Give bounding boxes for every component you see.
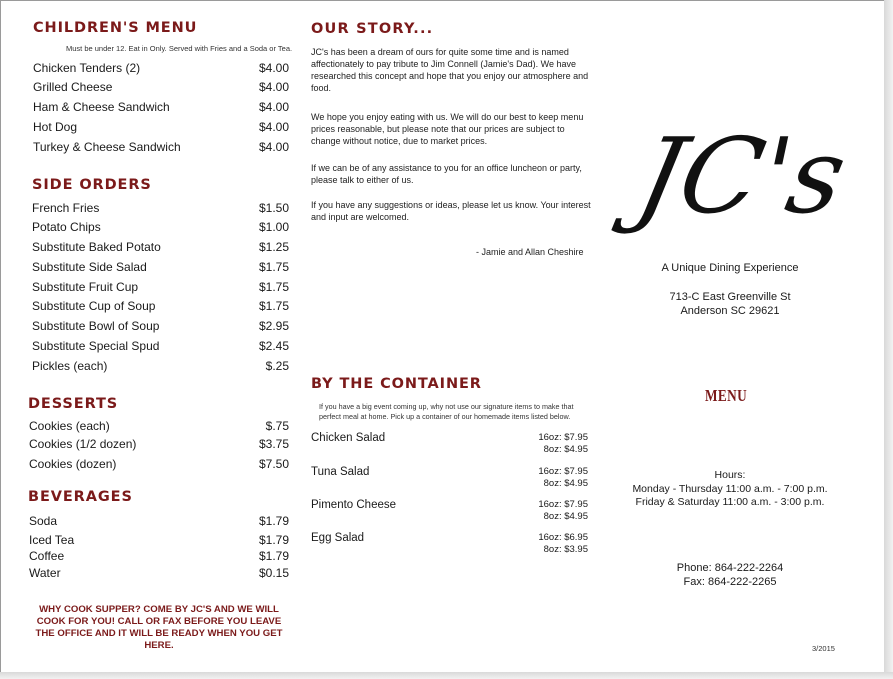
desserts-heading: DESSERTS xyxy=(28,396,119,412)
menu-item: French Fries $1.50 xyxy=(32,201,289,215)
container-item-prices: 16oz: $7.95 8oz: $4.95 xyxy=(538,432,588,455)
menu-item: Pickles (each) $.25 xyxy=(32,359,289,373)
container-item-name: Pimento Cheese xyxy=(311,499,397,511)
container-item xyxy=(311,432,588,462)
beverages-heading: BEVERAGES xyxy=(28,489,133,505)
closing-message: WHY COOK SUPPER? COME BY JC'S AND WE WILL COOK FOR YOU! CALL OR FAX BEFORE YOU LEAVE THE OFFICE AND IT WILL BE READY WHEN YOU GET HERE. xyxy=(35,604,283,651)
svg-text:JC's: JC's xyxy=(627,115,857,237)
container-item-name: Tuna Salad xyxy=(311,466,370,478)
menu-item: Iced Tea $1.79 xyxy=(29,533,289,547)
fax-number: Fax: 864-222-2265 xyxy=(683,576,777,588)
story-paragraph: We hope you enjoy eating with us. We will do our best to keep menu prices reasonable, but please note that our prices are subject to change without notice, due to market prices. xyxy=(311,112,584,146)
story-signature: - Jamie and Allan Cheshire xyxy=(476,247,584,257)
menu-item: Substitute Cup of Soup $1.75 xyxy=(32,299,289,313)
menu-item: Ham & Cheese Sandwich $4.00 xyxy=(33,100,289,114)
childrens-menu-note: Must be under 12. Eat in Only. Served with Fries and a Soda or Tea. xyxy=(66,44,293,53)
story-paragraph: If we can be of any assistance to you for an office luncheon or party, please talk to either of us. xyxy=(311,163,582,185)
menu-item: Cookies (1/2 dozen) $3.75 xyxy=(29,437,289,451)
side-orders-heading: SIDE ORDERS xyxy=(32,177,152,193)
container-item-prices: 16oz: $6.95 8oz: $3.95 xyxy=(538,532,588,555)
hours-label: Hours: xyxy=(714,469,746,481)
menu-item: Substitute Fruit Cup $1.75 xyxy=(32,280,289,294)
menu-item: Turkey & Cheese Sandwich $4.00 xyxy=(33,140,289,154)
story-paragraph: If you have any suggestions or ideas, please let us know. Your interest and input are welcomed. xyxy=(311,200,591,222)
our-story-heading: OUR STORY... xyxy=(311,21,434,37)
menu-item: Potato Chips $1.00 xyxy=(32,220,289,234)
menu-item: Soda $1.79 xyxy=(29,514,289,528)
page-shadow-right xyxy=(884,0,893,679)
story-paragraph: JC's has been a dream of ours for quite some time and is named affectionately to pay tribute to Jim Connell (Jamie's Dad). We have researched this concept and hope that you enjoy our atmosphere and food. xyxy=(311,47,589,93)
menu-item: Substitute Special Spud $2.45 xyxy=(32,339,289,353)
phone-number: Phone: 864-222-2264 xyxy=(676,562,784,574)
menu-item: Substitute Side Salad $1.75 xyxy=(32,260,289,274)
jcs-logo xyxy=(627,100,857,242)
menu-item: Coffee $1.79 xyxy=(29,549,289,563)
menu-item: Hot Dog $4.00 xyxy=(33,120,289,134)
menu-item: Cookies (each) $.75 xyxy=(29,419,289,433)
hours-weekday: Monday - Thursday 11:00 a.m. - 7:00 p.m. xyxy=(632,483,828,495)
container-item-name: Egg Salad xyxy=(311,532,365,544)
container-item-name: Chicken Salad xyxy=(311,432,386,444)
container-note: If you have a big event coming up, why not use our signature items to make that perfect meal at home. Pick up a container of our homemade items listed below. xyxy=(319,402,574,421)
container-item-prices: 16oz: $7.95 8oz: $4.95 xyxy=(538,499,588,522)
tagline: A Unique Dining Experience xyxy=(661,262,799,274)
menu-item: Water $0.15 xyxy=(29,566,289,580)
menu-item: Cookies (dozen) $7.50 xyxy=(29,457,289,471)
container-item xyxy=(311,499,588,529)
hours-weekend: Friday & Saturday 11:00 a.m. - 3:00 p.m. xyxy=(635,496,825,508)
container-item xyxy=(311,532,588,562)
menu-item: Substitute Bowl of Soup $2.95 xyxy=(32,319,289,333)
address-line-2: Anderson SC 29621 xyxy=(680,305,780,317)
menu-item: Grilled Cheese $4.00 xyxy=(33,80,289,94)
container-item-prices: 16oz: $7.95 8oz: $4.95 xyxy=(538,466,588,489)
menu-date: 3/2015 xyxy=(812,644,835,653)
page-shadow-bottom xyxy=(0,672,893,679)
container-item xyxy=(311,466,588,496)
childrens-menu-heading: CHILDREN'S MENU xyxy=(33,20,198,36)
menu-item: Chicken Tenders (2) $4.00 xyxy=(33,61,289,75)
menu-title: MENU xyxy=(705,386,748,405)
by-the-container-heading: BY THE CONTAINER xyxy=(311,376,482,392)
menu-item: Substitute Baked Potato $1.25 xyxy=(32,240,289,254)
address-line-1: 713-C East Greenville St xyxy=(669,291,791,303)
